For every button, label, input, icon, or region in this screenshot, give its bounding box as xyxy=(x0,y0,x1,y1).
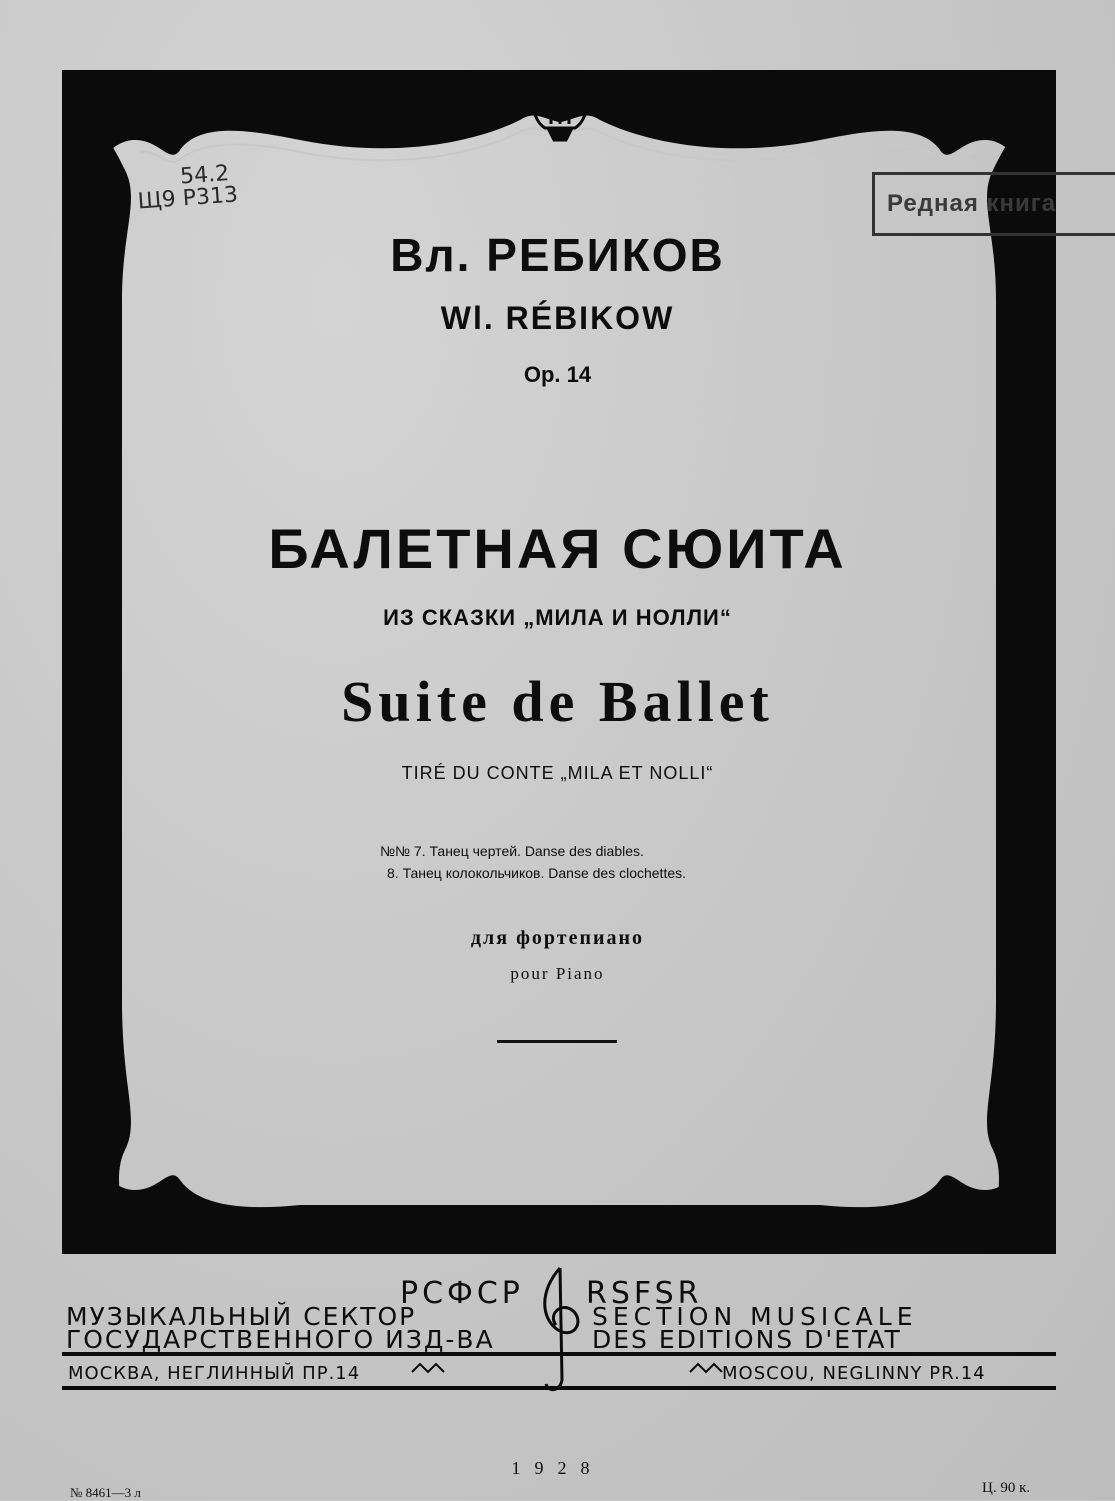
piece-number-8: 8. Танец колокольчиков. Danse des clochettes. xyxy=(387,865,687,881)
subtitle-ru: ИЗ СКАЗКИ „МИЛА И НОЛЛИ“ xyxy=(383,605,732,630)
publisher-fr-line1: SECTION MUSICALE xyxy=(592,1302,918,1331)
publisher-ru-republic: РСФСР xyxy=(400,1276,524,1311)
library-stamp: Редная книга xyxy=(872,172,1115,236)
composer-name-ru: Вл. РЕБИКОВ xyxy=(390,229,725,281)
publisher-address-fr: MOSCOU, NEGLINNY PR.14 xyxy=(722,1363,986,1384)
treble-clef-icon xyxy=(545,1268,578,1390)
price: Ц. 90 к. xyxy=(982,1480,1031,1496)
composer-name-fr: Wl. RÉBIKOW xyxy=(440,300,675,336)
publisher-fr-republic: RSFSR xyxy=(586,1276,703,1311)
instrument-ru: для фортепиано xyxy=(470,927,645,949)
instrument-fr: pour Piano xyxy=(510,964,605,983)
title-fr: Suite de Ballet xyxy=(341,669,774,734)
opus-number: Op. 14 xyxy=(523,362,592,387)
handwritten-shelf-mark: 54.2 Щ9 Р313 xyxy=(136,161,239,215)
title-ru: БАЛЕТНАЯ СЮИТА xyxy=(268,517,847,580)
divider-rule xyxy=(497,1040,617,1043)
plate-number: № 8461—3 л xyxy=(70,1485,141,1500)
publication-year: 1928 xyxy=(511,1458,604,1478)
publisher-ru-line1: МУЗЫКАЛЬНЫЙ СЕКТОР xyxy=(66,1302,417,1331)
publisher-fr-line2: DES EDITIONS D'ETAT xyxy=(592,1325,902,1354)
piece-number-7: №№ 7. Танец чертей. Danse des diables. xyxy=(380,843,644,859)
subtitle-fr: TIRÉ DU CONTE „MILA ET NOLLI“ xyxy=(401,763,714,783)
publisher-ru-line2: ГОСУДАРСТВЕННОГО ИЗД-ВА xyxy=(66,1325,495,1354)
publisher-address-ru: МОСКВА, НЕГЛИННЫЙ ПР.14 xyxy=(68,1363,361,1384)
